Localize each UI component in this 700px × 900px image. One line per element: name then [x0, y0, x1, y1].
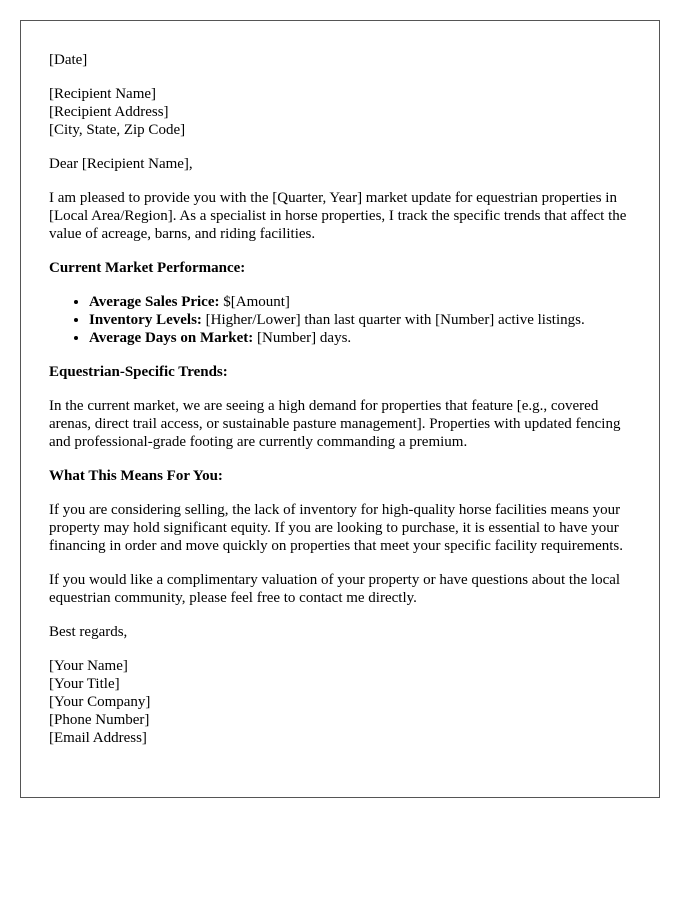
- stat-label: Inventory Levels:: [89, 312, 202, 328]
- letter-date: [Date]: [49, 52, 88, 68]
- closing-paragraph: If you would like a complimentary valuation of your property or have questions about the local equestrian community, please feel free to contact me directly.: [49, 572, 621, 606]
- sender-phone: [Phone Number]: [49, 712, 150, 728]
- performance-heading: Current Market Performance:: [49, 260, 246, 276]
- meaning-heading: What This Means For You:: [49, 468, 223, 484]
- sender-name: [Your Name]: [49, 658, 128, 674]
- trends-heading: Equestrian-Specific Trends:: [49, 364, 228, 380]
- signoff: Best regards,: [49, 624, 128, 640]
- sender-email: [Email Address]: [49, 730, 147, 746]
- intro-paragraph: I am pleased to provide you with the [Quarter, Year] market update for equestrian properties in [Local Area/Region]. As a specialist in horse properties, I track the specific trends that affect the value of acreage, barns, and riding facilities.: [49, 190, 627, 242]
- list-item: [89, 311, 631, 329]
- stat-label: Average Sales Price:: [89, 294, 220, 310]
- letter-page: [20, 20, 660, 798]
- stat-value: [Number] days.: [253, 330, 352, 346]
- salutation: Dear [Recipient Name],: [49, 156, 193, 172]
- meaning-paragraph: If you are considering selling, the lack of inventory for high-quality horse facilities means your property may hold significant equity. If you are looking to purchase, it is essential to have your financing in order and move quickly on properties that meet your specific facility requirements.: [49, 502, 623, 554]
- signature-block: [49, 657, 631, 747]
- stat-value: [Higher/Lower] than last quarter with [Number] active listings.: [201, 312, 585, 328]
- trends-paragraph: In the current market, we are seeing a high demand for properties that feature [e.g., covered arenas, direct trail access, or sustainable pasture management]. Properties with updated fencing and professional-grade footing are currently commanding a premium.: [49, 398, 621, 450]
- sender-title: [Your Title]: [49, 676, 120, 692]
- recipient-address: [Recipient Address]: [49, 104, 169, 120]
- list-item: [89, 293, 631, 311]
- performance-list: [49, 293, 631, 347]
- stat-value: $[Amount]: [219, 294, 290, 310]
- recipient-city-state-zip: [City, State, Zip Code]: [49, 122, 186, 138]
- list-item: [89, 329, 631, 347]
- sender-company: [Your Company]: [49, 694, 151, 710]
- recipient-name: [Recipient Name]: [49, 86, 157, 102]
- stat-label: Average Days on Market:: [89, 330, 254, 346]
- recipient-block: [49, 85, 631, 139]
